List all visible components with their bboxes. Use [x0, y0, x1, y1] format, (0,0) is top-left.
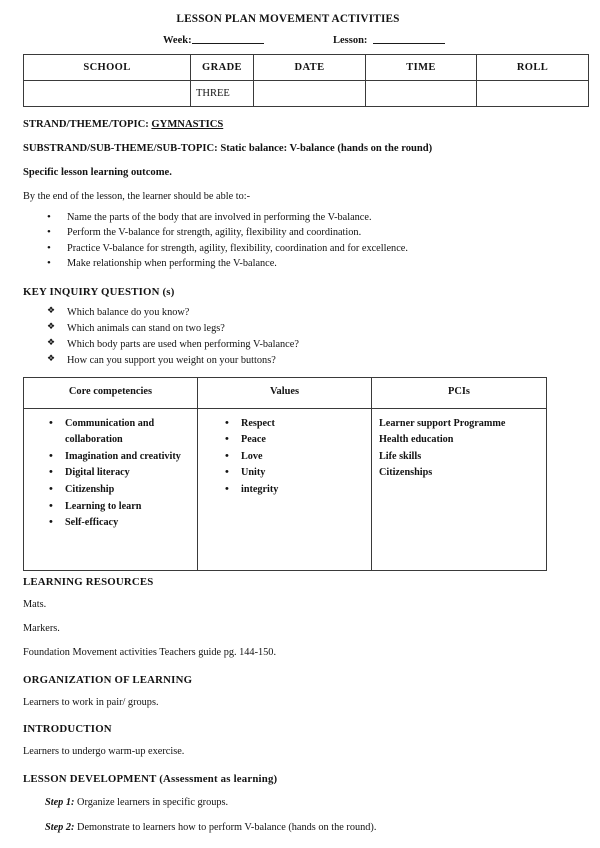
list-item: • Citizenship: [49, 482, 192, 499]
substrand-line: [23, 142, 577, 155]
cell-values: [198, 408, 372, 570]
strand-value: GYMNASTICS: [151, 119, 224, 130]
page-title: LESSON PLAN MOVEMENT ACTIVITIES: [176, 13, 400, 25]
list-item: • integrity: [225, 482, 366, 499]
list-item: • Learning to learn: [49, 499, 192, 516]
pcis-list: [377, 416, 541, 482]
list-item: • Self-efficacy: [49, 515, 192, 532]
lesson-step: [45, 822, 577, 835]
cell-roll[interactable]: [477, 81, 589, 107]
list-item: ❖ Which animals can stand on two legs?: [47, 321, 577, 337]
values-list: [203, 416, 366, 499]
list-item: Learner support Programme: [379, 417, 506, 429]
step-label: Step 2:: [45, 822, 75, 834]
list-item: • Peace: [225, 432, 366, 449]
list-item: • Communication and collaboration: [49, 416, 192, 449]
document-content: [23, 10, 577, 835]
table-row: [24, 81, 589, 107]
week-label: Week:: [163, 35, 192, 46]
organization-heading: ORGANIZATION OF LEARNING: [23, 673, 193, 686]
column-header-core-competencies: Core competencies: [24, 377, 198, 408]
column-header-pcis: PCIs: [372, 377, 547, 408]
lesson-step: [45, 797, 577, 810]
competencies-table: [23, 377, 547, 571]
table-header-row: [24, 55, 589, 81]
list-item: • Unity: [225, 465, 366, 482]
week-lesson-row: [23, 32, 553, 50]
list-item: Citizenships: [379, 467, 433, 479]
list-item: ❖ How can you support you weight on your buttons?: [47, 353, 577, 369]
week-blank[interactable]: [192, 32, 264, 44]
outcome-list: [23, 210, 577, 273]
header-info-table: [23, 54, 589, 107]
lesson-label: Lesson:: [333, 35, 368, 46]
strand-label: STRAND/THEME/TOPIC:: [23, 119, 152, 130]
list-item: • Perform the V-balance for strength, agility, flexibility and coordination.: [47, 225, 577, 241]
list-item: • Make relationship when performing the V-balance.: [47, 256, 577, 272]
column-header-time: TIME: [366, 55, 477, 81]
column-header-date: DATE: [254, 55, 366, 81]
introduction-heading: INTRODUCTION: [23, 723, 112, 736]
list-item: • Love: [225, 449, 366, 466]
list-item: • Respect: [225, 416, 366, 433]
column-header-roll: ROLL: [477, 55, 589, 81]
step-text: Demonstrate to learners how to perform V-balance (hands on the round).: [74, 822, 377, 834]
list-item: ❖ Which balance do you know?: [47, 305, 577, 321]
substrand-value: Static balance: V-balance (hands on the round): [220, 143, 433, 155]
column-header-school: SCHOOL: [24, 55, 191, 81]
list-item: Health education: [379, 434, 454, 446]
lesson-blank[interactable]: [373, 32, 445, 44]
step-text: Organize learners in specific groups.: [74, 797, 229, 809]
lesson-development-heading: LESSON DEVELOPMENT (Assessment as learning): [23, 773, 278, 786]
cell-school[interactable]: [24, 81, 191, 107]
key-inquiry-heading: KEY INQUIRY QUESTION (s): [23, 286, 175, 299]
outcome-heading: Specific lesson learning outcome.: [23, 167, 172, 179]
list-item: • Digital literacy: [49, 465, 192, 482]
organization-text: Learners to work in pair/ groups.: [23, 696, 159, 708]
list-item: ❖ Which body parts are used when performing V-balance?: [47, 337, 577, 353]
introduction-text: Learners to undergo warm-up exercise.: [23, 746, 185, 758]
cell-core-competencies: [24, 408, 198, 570]
cell-pcis: [372, 408, 547, 570]
outcome-intro: By the end of the lesson, the learner should be able to:-: [23, 190, 251, 202]
list-item: • Name the parts of the body that are involved in performing the V-balance.: [47, 210, 577, 226]
table-row: [24, 408, 547, 570]
learning-resource-item: Mats.: [23, 598, 47, 610]
column-header-values: Values: [198, 377, 372, 408]
learning-resources-heading: LEARNING RESOURCES: [23, 575, 154, 588]
lesson-field: [333, 32, 445, 46]
cell-time[interactable]: [366, 81, 477, 107]
strand-line: [23, 118, 577, 131]
cell-date[interactable]: [254, 81, 366, 107]
substrand-label: SUBSTRAND/SUB-THEME/SUB-TOPIC:: [23, 143, 221, 155]
learning-resource-item: Markers.: [23, 622, 60, 634]
learning-resource-item: Foundation Movement activities Teachers guide pg. 144-150.: [23, 646, 277, 658]
week-field: [163, 32, 264, 46]
column-header-grade: GRADE: [191, 55, 254, 81]
key-inquiry-list: [23, 305, 577, 369]
step-label: Step 1:: [45, 797, 75, 809]
cell-grade[interactable]: THREE: [191, 81, 254, 107]
list-item: Life skills: [379, 450, 422, 462]
list-item: • Imagination and creativity: [49, 449, 192, 466]
core-competencies-list: [29, 416, 192, 532]
list-item: • Practice V-balance for strength, agility, flexibility, coordination and for excellence.: [47, 241, 577, 257]
table-header-row: [24, 377, 547, 408]
